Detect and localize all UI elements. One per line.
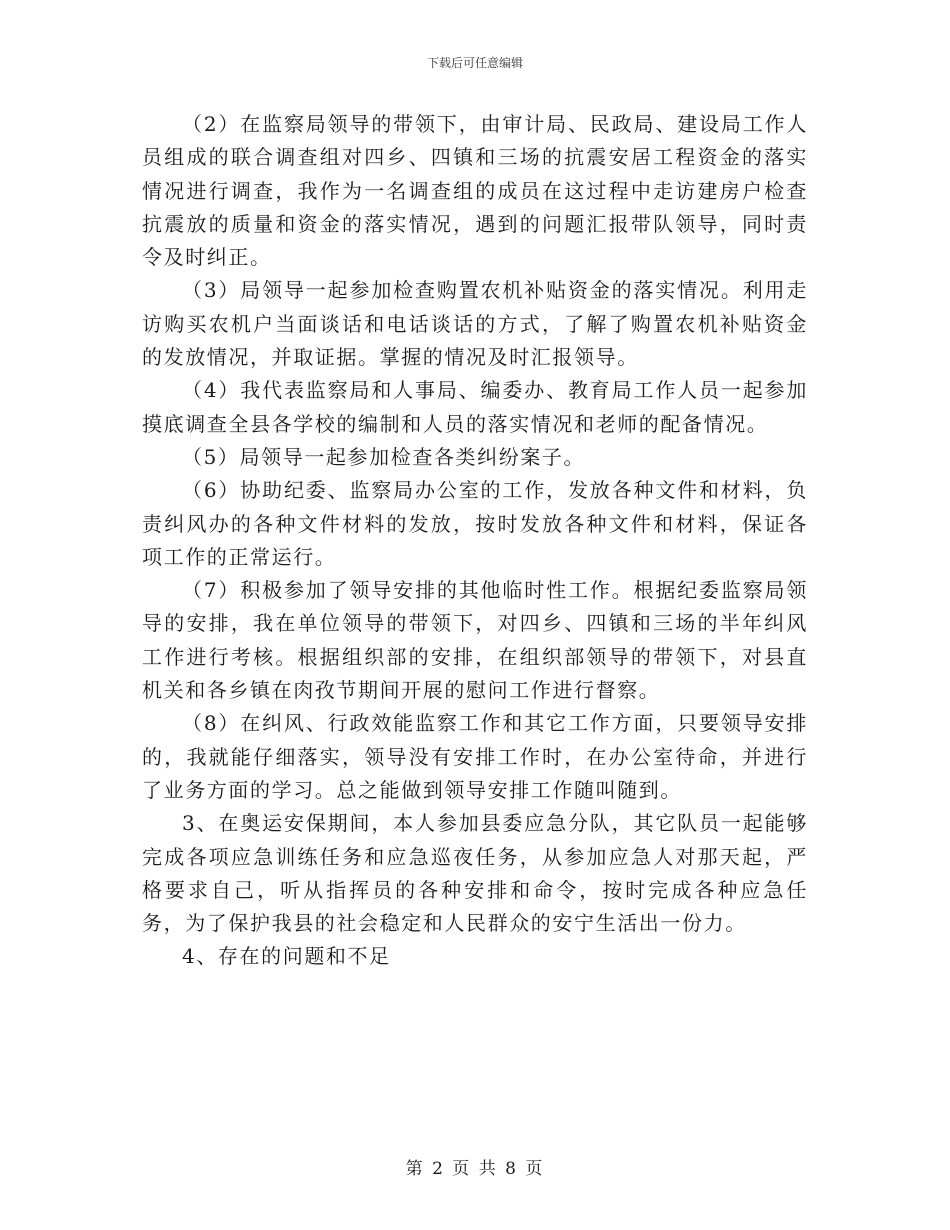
paragraph-section-4: 4、存在的问题和不足 (182, 944, 391, 969)
document-body (142, 108, 808, 974)
paragraph-item-8: （8）在纠风、行政效能监察工作和其它工作方面，只要领导安排的，我就能仔细落实，领导没有安排工作时，在办公室待命，并进行了业务方面的学习。总之能做到领导安排工作随叫随到。 (142, 711, 808, 802)
paragraph-item-7: （7）积极参加了领导安排的其他临时性工作。根据纪委监察局领导的安排，我在单位领导的带领下，对四乡、四镇和三场的半年纠风工作进行考核。根据组织部的安排，在组织部领导的带领下，对县直机关和各乡镇在肉孜节期间开展的慰问工作进行督察。 (142, 578, 808, 703)
paragraph-item-4: （4）我代表监察局和人事局、编委办、教育局工作人员一起参加摸底调查全县各学校的编制和人员的落实情况和老师的配备情况。 (142, 378, 808, 436)
page-footer: 第 2 页 共 8 页 (405, 1159, 545, 1179)
paragraph-item-3: （3）局领导一起参加检查购置农机补贴资金的落实情况。利用走访购买农机户当面谈话和电话谈话的方式，了解了购置农机补贴资金的发放情况，并取证据。掌握的情况及时汇报领导。 (142, 278, 808, 370)
paragraph-item-6: （6）协助纪委、监察局办公室的工作，发放各种文件和材料，负责纠风办的各种文件材料的发放，按时发放各种文件和材料，保证各项工作的正常运行。 (142, 478, 808, 569)
paragraph-section-3: 3、在奥运安保期间，本人参加县委应急分队，其它队员一起能够完成各项应急训练任务和应急巡夜任务，从参加应急人对那天起，严格要求自己，听从指挥员的各种安排和命令，按时完成各种应急任务，为了保护我县的社会稳定和人民群众的安宁生活出一份力。 (142, 811, 808, 936)
paragraph-item-2: （2）在监察局领导的带领下，由审计局、民政局、建设局工作人员组成的联合调查组对四乡、四镇和三场的抗震安居工程资金的落实情况进行调查，我作为一名调查组的成员在这过程中走访建房户检查抗震放的质量和资金的落实情况，遇到的问题汇报带队领导，同时责令及时纠正。 (142, 112, 808, 270)
page-header: 下载后可任意编辑 (426, 56, 523, 70)
paragraph-item-5: （5）局领导一起参加检查各类纠纷案子。 (182, 444, 586, 469)
